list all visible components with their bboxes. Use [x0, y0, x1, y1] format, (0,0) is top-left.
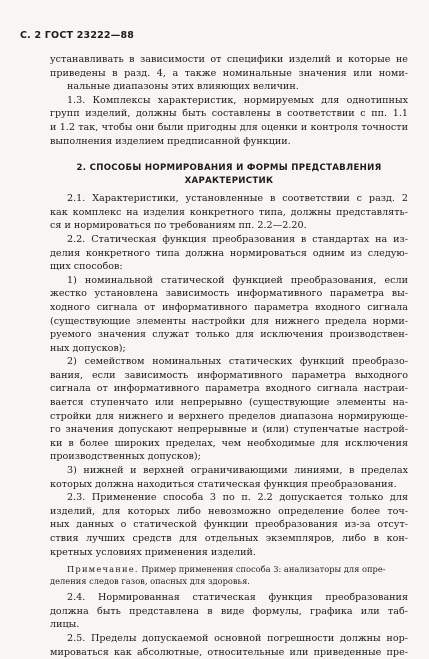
- text-line: ных допусков);: [50, 342, 126, 354]
- text-line: 1) номинальной статической функцией преобразования, если: [67, 274, 408, 286]
- text-line: 1.3. Комплексы характеристик, нормируемых для однотипных: [67, 94, 408, 106]
- text-line: (существующие элементы настройки для нижнего предела норми-: [50, 315, 408, 327]
- text-line: устанавливать в зависимости от специфики изделий и которые не: [50, 54, 408, 65]
- text-line: 2.3. Применение способа 3 по п. 2.2 допускается только для: [67, 492, 408, 504]
- document-body: [50, 53, 408, 659]
- list-item-1: [50, 274, 408, 356]
- text-line: производственных допусков);: [50, 451, 201, 463]
- text-line: приведены в разд. 4, а также номинальные значения или номи-: [50, 67, 408, 79]
- text-line: ся и нормироваться по требованиям пп. 2.2—2.20.: [50, 220, 307, 232]
- note-text: Пример применения способа 3: анализаторы для опре-: [138, 564, 386, 575]
- text-line: делия конкретного типа должна нормироваться одним из следую-: [50, 247, 408, 259]
- text-line: выполнения изделием предписанной функции.: [50, 135, 291, 147]
- section-heading-line: 2. СПОСОБЫ НОРМИРОВАНИЯ И ФОРМЫ ПРЕДСТАВЛЕНИЯ: [76, 163, 382, 174]
- text-line: ных данных о статической функции преобразования из-за отсут-: [50, 519, 408, 531]
- text-line: сигнала от информативного параметра входного сигнала настраи-: [50, 383, 408, 395]
- intro-paragraph: [50, 53, 408, 94]
- text-line: 2.4. Нормированная статическая функция преобразования: [67, 592, 408, 604]
- text-line: кретных условиях применения изделий.: [50, 546, 256, 558]
- text-line: групп изделий, должны быть составлены в соответствии с пп. 1.1: [50, 108, 408, 120]
- paragraph-2-3: [50, 491, 408, 559]
- text-line: и 1.2 так, чтобы они были пригодны для оценки и контроля точности: [50, 121, 408, 133]
- text-line: 2.5. Пределы допускаемой основной погрешности должны нор-: [67, 632, 408, 644]
- text-line: ствия лучших средств для отдельных экземпляров, либо в кон-: [50, 533, 408, 544]
- text-line: должна быть представлена в виде формулы, графика или таб-: [50, 605, 408, 617]
- text-line: щих способов:: [50, 261, 123, 273]
- text-line: которых должна находиться статическая функция преобразования.: [50, 478, 397, 490]
- paragraph-2-4: [50, 591, 408, 632]
- text-line: как комплекс на изделия конкретного типа, должны представлять-: [50, 206, 408, 218]
- text-line: вается ступенчато или непрерывно (существующие элементы на-: [50, 397, 408, 409]
- text-line: го значения допускают непрерывные и (или) ступенчатые настрой-: [50, 424, 408, 436]
- text-line: руемого значения служат только для исключения производствен-: [50, 329, 408, 341]
- text-line: жестко установлена зависимость информативного параметра вы-: [50, 288, 408, 300]
- text-line: ходного сигнала от информативного параметра входного сигнала: [50, 301, 408, 313]
- text-line: ки в более широких пределах, чем необходимые для исключения: [50, 437, 408, 449]
- paragraph-1-3: [50, 94, 408, 148]
- note: [50, 563, 408, 587]
- text-line: изделий, для которых либо невозможно определение более точ-: [50, 505, 408, 517]
- note-first-line: [50, 563, 408, 575]
- text-line: стройки для нижнего и верхнего пределов диапазона нормирующе-: [50, 410, 408, 422]
- section-heading-line: ХАРАКТЕРИСТИК: [184, 176, 274, 187]
- text-line: 2.2. Статическая функция преобразования в стандартах на из-: [67, 233, 408, 245]
- text-line: вания, если зависимость информативного параметра выходного: [50, 369, 408, 381]
- text-line: нальные диапазоны этих влияющих величин.: [67, 81, 299, 93]
- text-line: 2) семейством номинальных статических функций преобразо-: [67, 356, 408, 368]
- page-header: С. 2 ГОСТ 23222—88: [20, 30, 135, 41]
- text-line: мироваться как абсолютные, относительные или приведенные пре-: [50, 646, 408, 658]
- note-label: Примечание.: [67, 564, 139, 575]
- text-line: 2.1. Характеристики, установленные в соответствии с разд. 2: [67, 193, 408, 205]
- text-line: лицы.: [50, 619, 80, 631]
- text-line: 3) нижней и верхней ограничивающими линиями, в пределах: [67, 465, 408, 477]
- list-item-3: [50, 464, 408, 491]
- paragraph-2-1: [50, 192, 408, 233]
- list-item-2: [50, 355, 408, 464]
- note-line: деления следов газов, опасных для здоровья.: [50, 576, 250, 587]
- section-heading: [50, 162, 408, 188]
- paragraph-2-2: [50, 233, 408, 274]
